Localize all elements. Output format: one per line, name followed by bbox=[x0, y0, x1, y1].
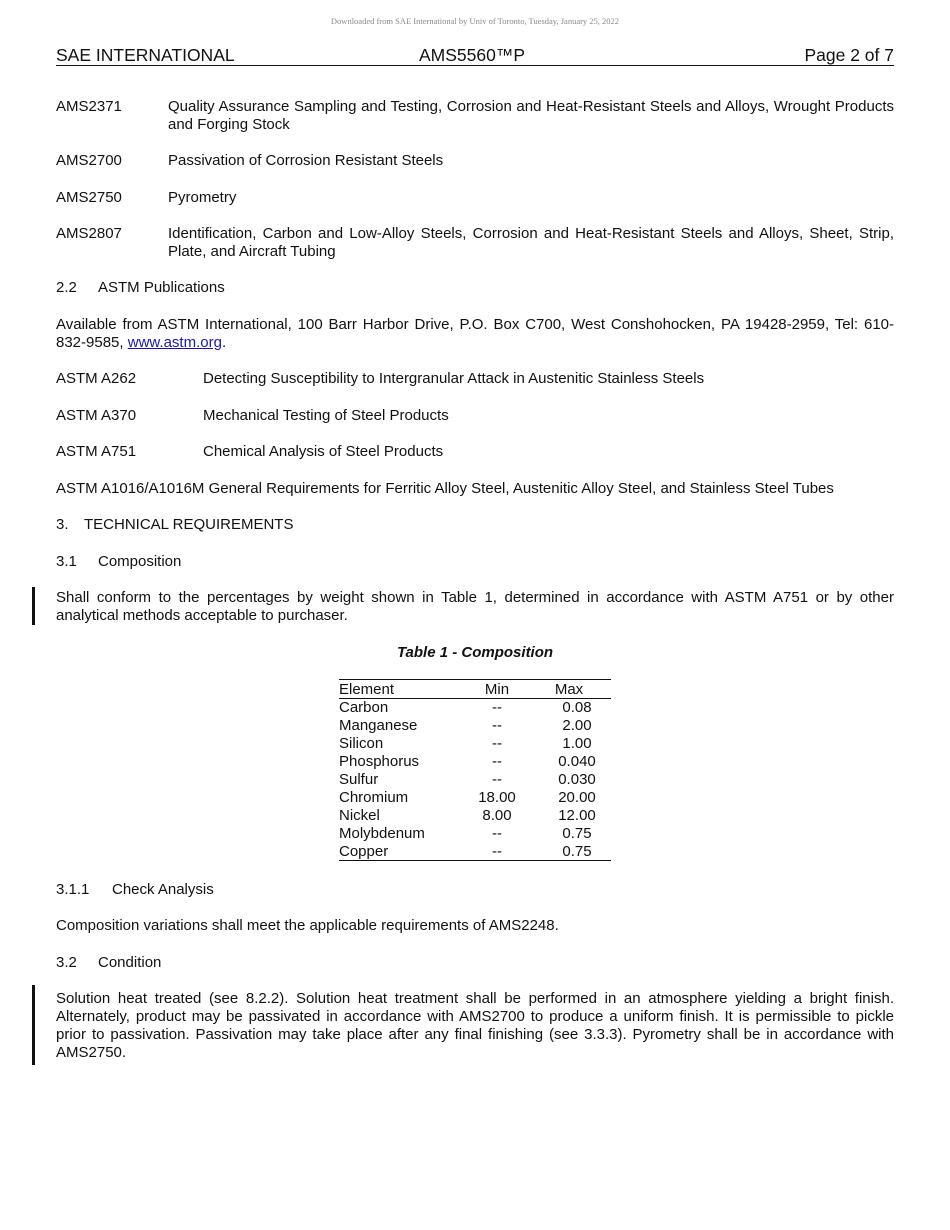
cell-element: Carbon bbox=[339, 699, 389, 716]
table-row bbox=[339, 789, 611, 807]
section-title: Check Analysis bbox=[112, 881, 214, 898]
cell-max: 0.75 bbox=[562, 843, 592, 860]
cell-element: Manganese bbox=[339, 717, 418, 734]
section-title: Condition bbox=[98, 954, 162, 971]
reference-description: Detecting Susceptibility to Intergranular Attack in Austenitic Stainless Steels bbox=[203, 370, 705, 387]
cell-max: 20.00 bbox=[558, 789, 596, 806]
cell-min: -- bbox=[492, 771, 502, 788]
table-title: Table 1 - Composition bbox=[396, 644, 554, 661]
cell-max: 0.040 bbox=[558, 753, 596, 770]
table-row bbox=[339, 699, 611, 717]
section-number: 3.2 bbox=[56, 954, 77, 971]
cell-min: -- bbox=[492, 717, 502, 734]
table-header-row bbox=[339, 681, 611, 699]
cell-min: -- bbox=[492, 753, 502, 770]
reference-description: Quality Assurance Sampling and Testing, Corrosion and Heat-Resistant Steels and Alloys, Wrought Products and Forging Stock bbox=[168, 98, 894, 133]
table-row bbox=[339, 735, 611, 753]
cell-min: 18.00 bbox=[478, 789, 516, 806]
composition-paragraph: Shall conform to the percentages by weight shown in Table 1, determined in accordance with ASTM A751 or by other analytical methods acceptable to purchaser. bbox=[56, 589, 894, 624]
table-top-rule bbox=[339, 679, 611, 680]
reference-code: AMS2807 bbox=[56, 225, 122, 242]
cell-max: 12.00 bbox=[558, 807, 596, 824]
table-row bbox=[339, 843, 611, 861]
astm-availability-text: Available from ASTM International, 100 Barr Harbor Drive, P.O. Box C700, West Conshohocken, PA 19428-2959, Tel: 610-832-9585, bbox=[56, 316, 894, 351]
revision-change-bar bbox=[32, 985, 35, 1065]
cell-element: Molybdenum bbox=[339, 825, 425, 842]
astm-website-link[interactable]: www.astm.org bbox=[127, 334, 222, 351]
reference-description: Passivation of Corrosion Resistant Steels bbox=[168, 152, 444, 169]
reference-astm-a1016: ASTM A1016/A1016M General Requirements for Ferritic Alloy Steel, Austenitic Alloy Steel, and Stainless Steel Tubes bbox=[56, 480, 834, 497]
cell-max: 1.00 bbox=[562, 735, 592, 752]
cell-element: Phosphorus bbox=[339, 753, 420, 770]
revision-change-bar bbox=[32, 587, 35, 625]
reference-description: Identification, Carbon and Low-Alloy Steels, Corrosion and Heat-Resistant Steels and Alloys, Sheet, Strip, Plate, and Aircraft Tubing bbox=[168, 225, 894, 260]
header-min: Min bbox=[484, 681, 510, 698]
cell-max: 0.75 bbox=[562, 825, 592, 842]
cell-max: 2.00 bbox=[562, 717, 592, 734]
table-row bbox=[339, 825, 611, 843]
header-page-number: Page 2 of 7 bbox=[804, 45, 894, 65]
table-row bbox=[339, 717, 611, 735]
reference-code: AMS2371 bbox=[56, 98, 122, 115]
download-banner: Downloaded from SAE International by Univ of Toronto, Tuesday, January 25, 2022 bbox=[330, 16, 620, 26]
condition-paragraph: Solution heat treated (see 8.2.2). Solution heat treatment shall be performed in an atmosphere yielding a bright finish. Alternately, product may be passivated in accordance with AMS2700 to produce a uniform finish. It is permissible to pickle prior to passivation. Passivation may take place after any final finishing (see 3.3.3). Pyrometry shall be in accordance with AMS2750. bbox=[56, 990, 894, 1061]
header-document-number: AMS5560™P bbox=[419, 45, 526, 65]
reference-code: AMS2750 bbox=[56, 189, 122, 206]
astm-availability-paragraph bbox=[56, 316, 894, 352]
header-publisher: SAE INTERNATIONAL bbox=[56, 45, 235, 65]
section-3-2-heading bbox=[56, 954, 161, 972]
section-3-1-heading bbox=[56, 553, 181, 571]
header-max: Max bbox=[554, 681, 584, 698]
cell-min: 8.00 bbox=[482, 807, 512, 824]
cell-min: -- bbox=[492, 825, 502, 842]
cell-element: Copper bbox=[339, 843, 389, 860]
section-3-heading bbox=[56, 516, 293, 534]
reference-code: ASTM A370 bbox=[56, 407, 137, 424]
cell-element: Sulfur bbox=[339, 771, 379, 788]
page-header bbox=[56, 45, 894, 66]
cell-max: 0.030 bbox=[558, 771, 596, 788]
reference-description: Mechanical Testing of Steel Products bbox=[203, 407, 449, 424]
cell-min: -- bbox=[492, 735, 502, 752]
section-title: Composition bbox=[98, 553, 182, 570]
section-number: 3. bbox=[56, 516, 69, 533]
section-title: TECHNICAL REQUIREMENTS bbox=[84, 516, 294, 533]
table-row bbox=[339, 771, 611, 789]
sentence-end: . bbox=[221, 334, 227, 351]
table-row bbox=[339, 807, 611, 825]
section-number: 3.1 bbox=[56, 553, 77, 570]
reference-description: Pyrometry bbox=[168, 189, 237, 206]
reference-description: Chemical Analysis of Steel Products bbox=[203, 443, 444, 460]
reference-code: ASTM A751 bbox=[56, 443, 137, 460]
cell-max: 0.08 bbox=[562, 699, 592, 716]
header-element: Element bbox=[339, 681, 395, 698]
section-number: 3.1.1 bbox=[56, 881, 90, 898]
section-number: 2.2 bbox=[56, 279, 77, 296]
reference-code: AMS2700 bbox=[56, 152, 122, 169]
table-bottom-rule bbox=[339, 860, 611, 861]
cell-element: Silicon bbox=[339, 735, 384, 752]
check-analysis-paragraph: Composition variations shall meet the applicable requirements of AMS2248. bbox=[56, 917, 559, 934]
section-2-2-heading bbox=[56, 279, 225, 297]
table-row bbox=[339, 753, 611, 771]
cell-element: Chromium bbox=[339, 789, 409, 806]
section-title: ASTM Publications bbox=[98, 279, 225, 296]
reference-code: ASTM A262 bbox=[56, 370, 137, 387]
section-3-1-1-heading bbox=[56, 881, 214, 899]
cell-element: Nickel bbox=[339, 807, 380, 824]
cell-min: -- bbox=[492, 843, 502, 860]
cell-min: -- bbox=[492, 699, 502, 716]
